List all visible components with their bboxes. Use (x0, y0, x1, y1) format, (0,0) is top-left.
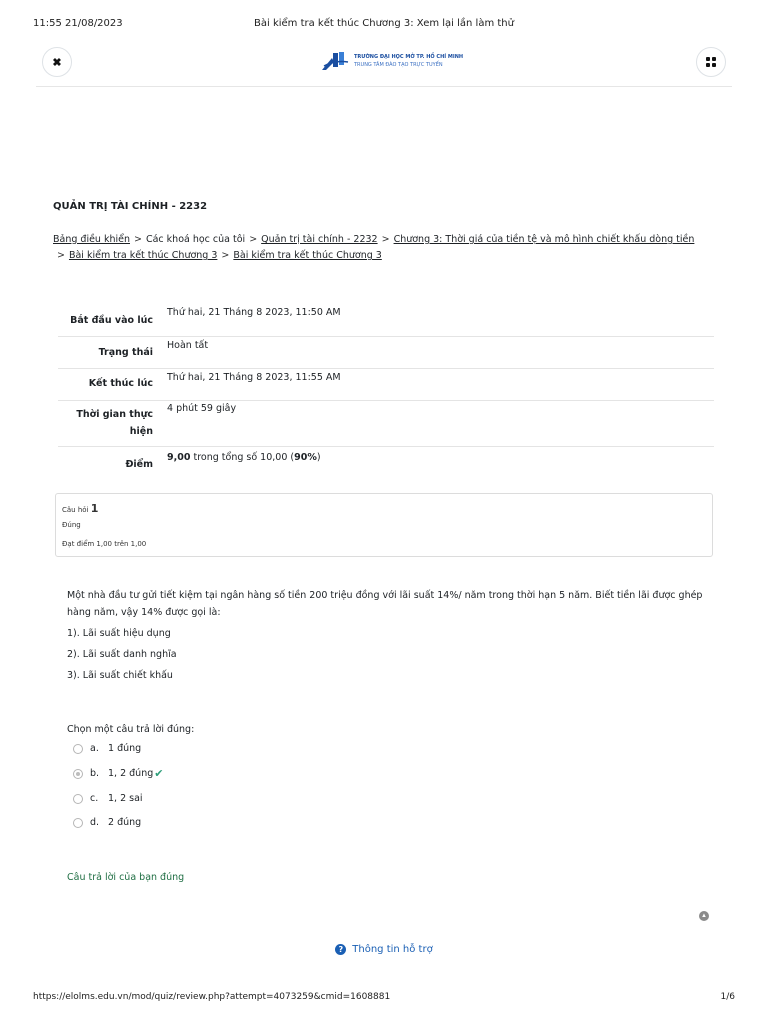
summary-row-completed (58, 368, 714, 401)
print-page-title: Bài kiểm tra kết thúc Chương 3: Xem lại lần làm thử (254, 18, 514, 29)
answer-radio[interactable] (73, 794, 83, 804)
print-datetime: 11:55 21/08/2023 (33, 18, 123, 29)
started-label: Bắt đầu vào lúc (70, 315, 153, 326)
started-value: Thứ hai, 21 Tháng 8 2023, 11:50 AM (167, 307, 341, 318)
question-number: Câu hỏi 1 (62, 502, 99, 515)
breadcrumb (53, 232, 733, 264)
answer-feedback: Câu trả lời của bạn đúng (67, 872, 185, 883)
answer-radio[interactable] (73, 744, 83, 754)
chevron-up-icon[interactable]: ▲ (699, 911, 709, 921)
answer-letter: c. (90, 793, 99, 804)
answer-option-c[interactable] (73, 793, 143, 804)
grade-value: 9,00 trong tổng số 10,00 (90%) (167, 452, 321, 463)
answer-radio[interactable] (73, 818, 83, 828)
answer-letter: b. (90, 768, 100, 779)
answer-option-b[interactable] (73, 767, 163, 780)
answer-text: 1, 2 đúng (108, 768, 154, 779)
check-icon: ✔ (154, 767, 164, 780)
question-item: 3). Lãi suất chiết khấu (67, 670, 173, 681)
summary-row-state (58, 336, 714, 369)
question-item: 2). Lãi suất danh nghĩa (67, 649, 177, 660)
time-taken-label: Thời gian thực hiện (76, 409, 153, 437)
close-button[interactable] (42, 47, 72, 77)
breadcrumb-separator: > (57, 250, 65, 261)
completed-label: Kết thúc lúc (88, 378, 153, 389)
university-logo-icon (320, 50, 350, 72)
breadcrumb-chapter[interactable]: Chương 3: Thời giá của tiền tệ và mô hình chiết khấu dòng tiền (393, 234, 695, 245)
breadcrumb-dashboard[interactable]: Bảng điều khiển (53, 234, 130, 245)
logo-line-2: TRUNG TÂM ĐÀO TẠO TRỰC TUYẾN (354, 62, 443, 68)
support-link-label: Thông tin hỗ trợ (352, 944, 433, 955)
state-label: Trạng thái (98, 347, 153, 358)
answer-option-d[interactable] (73, 817, 141, 828)
answer-prompt: Chọn một câu trả lời đúng: (67, 724, 195, 735)
answer-radio-selected[interactable] (73, 769, 83, 779)
answer-option-a[interactable] (73, 743, 141, 754)
breadcrumb-separator: > (249, 234, 258, 245)
quiz-navigation-button[interactable] (696, 47, 726, 77)
support-link[interactable] (0, 944, 768, 955)
answer-letter: a. (90, 743, 99, 754)
question-item: 1). Lãi suất hiệu dụng (67, 628, 171, 639)
answer-text: 1, 2 sai (108, 793, 143, 804)
answer-letter: d. (90, 817, 100, 828)
question-circle-icon: ? (335, 944, 346, 955)
close-icon: ✖ (52, 56, 62, 69)
grid-icon (706, 57, 716, 67)
breadcrumb-separator: > (221, 250, 230, 261)
summary-row-started (58, 302, 714, 337)
course-title: QUẢN TRỊ TÀI CHÍNH - 2232 (53, 201, 208, 212)
breadcrumb-course[interactable]: Quản trị tài chính - 2232 (261, 234, 378, 245)
question-mark: Đạt điểm 1,00 trên 1,00 (62, 540, 147, 548)
print-url: https://elolms.edu.vn/mod/quiz/review.php?attempt=4073259&cmid=1608881 (33, 992, 391, 1002)
time-taken-value: 4 phút 59 giây (167, 403, 237, 414)
question-text (67, 587, 707, 688)
summary-row-time-taken (58, 400, 714, 447)
question-info-box (55, 493, 713, 557)
completed-value: Thứ hai, 21 Tháng 8 2023, 11:55 AM (167, 372, 341, 383)
question-state: Đúng (62, 521, 81, 529)
grade-label: Điểm (125, 459, 153, 470)
print-page-number: 1/6 (720, 992, 735, 1002)
answer-text: 1 đúng (108, 743, 142, 754)
site-logo[interactable] (320, 50, 463, 72)
state-value: Hoàn tất (167, 340, 209, 351)
answer-text: 2 đúng (108, 817, 142, 828)
breadcrumb-quiz-review[interactable]: Bài kiểm tra kết thúc Chương 3 (233, 250, 382, 261)
summary-row-grade (58, 446, 714, 478)
question-stem: Một nhà đầu tư gửi tiết kiệm tại ngân hàng số tiền 200 triệu đồng với lãi suất 14%/ năm trong thời hạn 5 năm. Biết tiền lãi được ghép hàng năm, vậy 14% được gọi là: (67, 590, 703, 618)
breadcrumb-separator: > (134, 234, 142, 245)
breadcrumb-quiz[interactable]: Bài kiểm tra kết thúc Chương 3 (68, 250, 218, 261)
breadcrumb-my-courses: Các khoá học của tôi (145, 234, 246, 245)
logo-line-1: TRƯỜNG ĐẠI HỌC MỞ TP. HỒ CHÍ MINH (354, 54, 464, 60)
breadcrumb-separator: > (381, 234, 390, 245)
